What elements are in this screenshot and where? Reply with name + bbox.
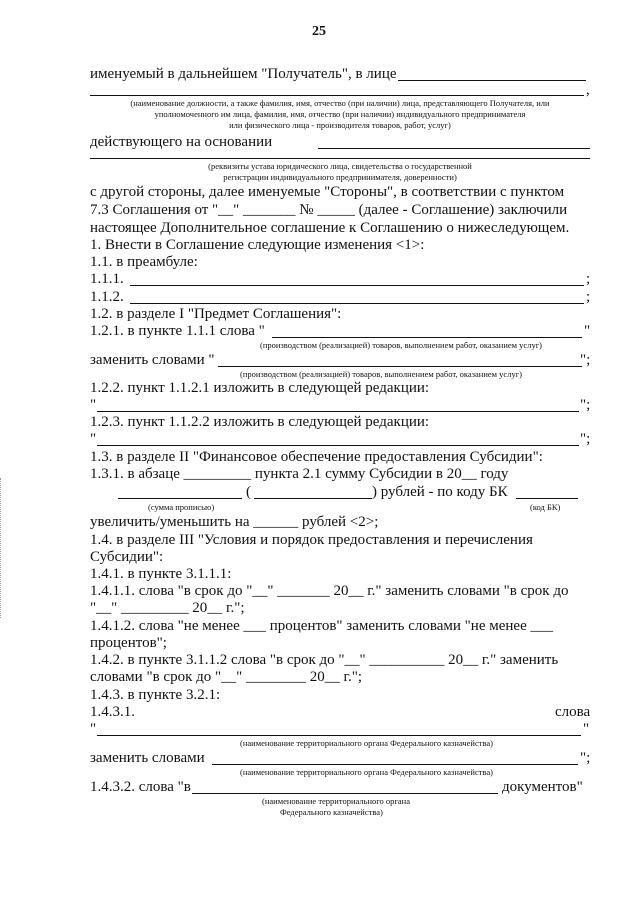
text-line: с другой стороны, далее именуемые "Стороны", в соответствии с пунктом: [90, 184, 565, 200]
blank-line: [130, 285, 584, 286]
blank-line: [272, 337, 582, 338]
text-line: ": [584, 323, 591, 339]
text-line: ";: [580, 352, 591, 368]
text-line: 1.3.1. в абзаце _________ пункта 2.1 сумму Субсидии в 20__ году: [90, 466, 509, 482]
field-note: (код БК): [530, 502, 561, 512]
scan-edge-marks: [0, 478, 3, 618]
text-line: настоящее Дополнительное соглашение к Соглашению о нижеследующем.: [90, 220, 570, 236]
text-line: 1.4.1. в пункте 3.1.1.1:: [90, 566, 232, 582]
blank-line: [118, 498, 242, 499]
field-note: (сумма прописью): [148, 502, 215, 512]
text-line: заменить словами ": [90, 352, 215, 368]
text-line: 1.2.1. в пункте 1.1.1 слова ": [90, 323, 265, 339]
blank-line: [218, 366, 582, 367]
blank-line: [97, 735, 581, 736]
text-line: Субсидии":: [90, 549, 164, 565]
text-line: (: [246, 484, 251, 500]
text-line: ;: [586, 271, 591, 287]
text-line: ";: [580, 397, 591, 413]
blank-line: [254, 498, 372, 499]
blank-line: [192, 793, 498, 794]
text-line: 1.2.3. пункт 1.1.2.2 изложить в следующей редакции:: [90, 414, 430, 430]
blank-line: [212, 764, 578, 765]
text-line: 7.3 Соглашения от "__" _______ № _____ (далее - Соглашение) заключили: [90, 202, 568, 218]
text-line: 1.1.1.: [90, 271, 124, 287]
text-line: 1.4. в разделе III "Условия и порядок предоставления и перечисления: [90, 532, 533, 548]
field-note: (реквизиты устава юридического лица, свидетельства о государственной: [208, 161, 472, 171]
text-line: ": [90, 721, 97, 737]
blank-line: [130, 303, 584, 304]
field-note: или физического лица - производителя товаров, работ, услуг): [229, 120, 451, 130]
text-line: ": [90, 431, 97, 447]
text-line: 1.4.3.2. слова "в: [90, 779, 191, 795]
field-note: регистрации индивидуального предпринимателя, доверенности): [223, 172, 457, 182]
text-line: 1.4.3. в пункте 3.2.1:: [90, 687, 221, 703]
text-line: ;: [586, 289, 591, 305]
text-line: 1.1. в преамбуле:: [90, 254, 198, 270]
field-note: (наименование территориального органа: [262, 796, 411, 806]
field-note: уполномоченного им лица, фамилия, имя, отчество (при наличии) индивидуального предпринимателя: [154, 109, 526, 119]
field-note: Федерального казначейства): [280, 807, 383, 817]
text-line: процентов";: [90, 635, 167, 651]
text-line: 1.2.2. пункт 1.1.2.1 изложить в следующей редакции:: [90, 380, 430, 396]
text-line: действующего на основании: [90, 134, 273, 150]
blank-line: [90, 95, 584, 96]
text-line: 1.4.3.1.: [90, 704, 135, 720]
text-line: заменить словами: [90, 750, 205, 766]
text-line: ";: [580, 431, 591, 447]
text-line: словами "в срок до "__" ________ 20__ г.";: [90, 669, 362, 685]
blank-line: [318, 148, 590, 149]
blank-line: [97, 445, 579, 446]
text-line: документов": [502, 779, 583, 795]
text-line: ": [90, 397, 97, 413]
blank-line: [398, 80, 586, 81]
text-line: "__" _________ 20__ г.";: [90, 600, 245, 616]
text-line: ) рублей - по коду БК: [372, 484, 508, 500]
text-line: слова: [555, 704, 591, 720]
field-note: (производством (реализацией) товаров, выполнением работ, оказанием услуг): [260, 340, 543, 350]
text-line: 1.4.1.2. слова "не менее ___ процентов" заменить словами "не менее ___: [90, 618, 553, 634]
text-line: 1.2. в разделе I "Предмет Соглашения":: [90, 306, 342, 322]
text-line: 1.4.2. в пункте 3.1.1.2 слова "в срок до "__" __________ 20__ г." заменить: [90, 652, 559, 668]
field-note: (наименование территориального органа Федерального казначейства): [240, 767, 493, 777]
text-line: 1.4.1.1. слова "в срок до "__" _______ 20__ г." заменить словами "в срок до: [90, 583, 569, 599]
page-number: 25: [312, 24, 326, 39]
text-line: ": [583, 721, 590, 737]
text-line: 1. Внести в Соглашение следующие изменения <1>:: [90, 237, 425, 253]
text-line: 1.3. в разделе II "Финансовое обеспечение предоставления Субсидии":: [90, 449, 543, 465]
blank-line: [90, 158, 590, 159]
field-note: (наименование территориального органа Федерального казначейства): [240, 738, 493, 748]
text-line: увеличить/уменьшить на ______ рублей <2>;: [90, 514, 379, 530]
blank-line: [97, 411, 579, 412]
blank-line: [516, 498, 578, 499]
text-line: 1.1.2.: [90, 289, 124, 305]
text-line: ,: [586, 82, 590, 98]
text-line: именуемый в дальнейшем "Получатель", в лице: [90, 66, 397, 82]
field-note: (наименование должности, а также фамилия, имя, отчество (при наличии) лица, представляющего Получателя, или: [130, 98, 550, 108]
text-line: ";: [580, 750, 591, 766]
field-note: (производством (реализацией) товаров, выполнением работ, оказанием услуг): [240, 369, 523, 379]
